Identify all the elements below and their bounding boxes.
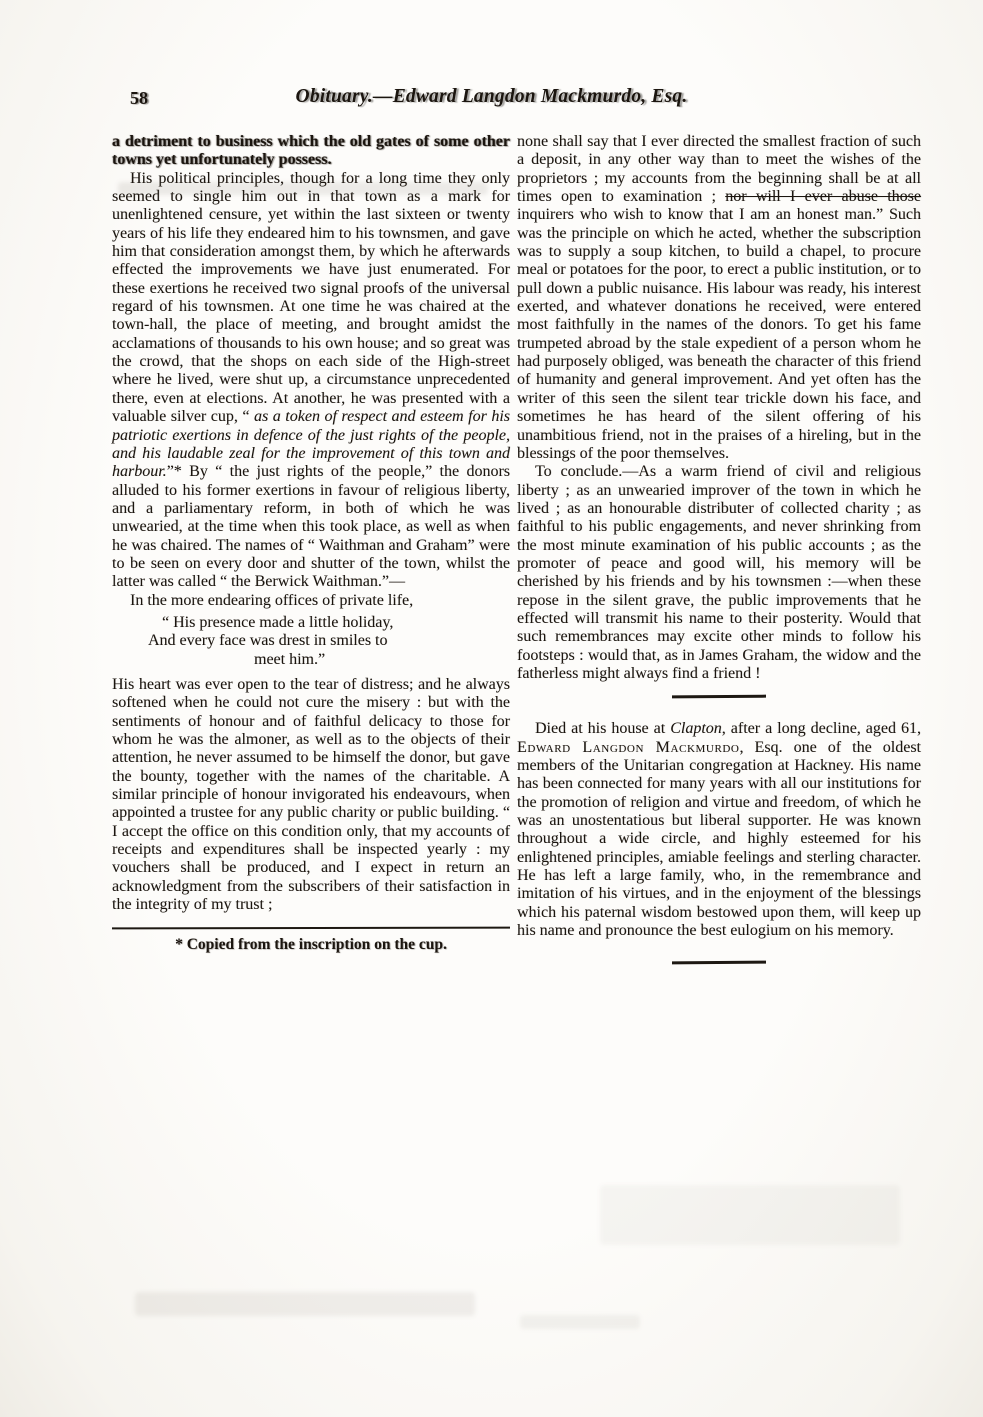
text-segment: a detriment to business which the old gates of some other towns yet unfortunately possess. [112,133,510,169]
page-header [0,86,983,116]
paragraph [112,676,510,914]
paragraph [517,463,921,683]
paragraph [517,720,921,940]
article-end-rule [672,961,766,965]
verse-line: “ His presence made a little holiday, [162,613,394,631]
ink-smudge [135,1292,475,1316]
ink-smudge [118,182,488,195]
text-segment: as a token of respect and esteem for his patriotic exertions in defence of the just rights of the people, and his laudable zeal for the improvement of this town and harbour. [112,408,510,481]
text-segment: Died at his house at [535,720,671,738]
ink-smudge [520,1315,640,1329]
page-number: 58 [130,88,148,108]
verse-line: And every face was drest in smiles to [148,632,388,650]
text-segment: ”* By “ the just rights of the people,” the donors alluded to his former exertions in favour of religious liberty, and a parliamentary reform, in both of which he was unwearied, at the time when this took place, as well as when he was chaired. The names of “ Waithman and Graham” were to be seen on every door and shutter of the town, whilst the latter was called “ the Berwick Waithman.”— [112,463,510,591]
ink-smudge [600,1185,900,1245]
footnote [112,936,510,954]
running-title: Obituary.—Edward Langdon Mackmurdo, Esq. [295,86,688,107]
text-segment: His political principles, though for a long time they only seemed to single him out in that town as a mark for unenlightened censure, yet within the last sixteen or twenty years of his life they endeared him to his townsmen, and gave him that consideration amongst them, by which he afterwards effected the improvements we have just enumerated. For these exertions he received two signal proofs of the universal regard of his townsmen. At one time he was chaired at the town-hall, the place of meeting, and brought amidst the acclamations of thousands to his own house; and so great was the crowd, that the shops on each side of the High-street where he lived, were shut up, a circumstance unprecedented there, even at elections. At another, he was presented with a valuable silver cup, “ [112,169,510,426]
verse-line: meet him.” [254,650,326,668]
text-segment: , Esq. one of the oldest members of the Unitarian congregation at Hackney. His name has been connected for many years with all our institutions for the promotion of religion and virtue and freedom, of which he was an unostentatious but liberal supporter. He was known throughout a wide circle, and highly esteemed for his enlightened principles, amiable feelings and sterling character. He has left a large family, who, in the remembrance and imitation of his virtues, and in the enjoyment of the blessings which his paternal wisdom bestowed upon them, will keep up his name and pronounce the best eulogium on his memory. [517,738,922,940]
paragraph [112,170,510,592]
text-segment: To conclude.—As a warm friend of civil and religious liberty ; as an unwearied improver of the town in which he lived ; as an honourable distributer of collected charity ; as faithful to his public engagements, and never shrinking from the most minute examination of his public accounts ; as the promoter of peace and good will, his memory will be cherished by his friends and by his townsmen :—when these repose in the silent grave, the public improvements that he effected will transmit his name to their posterity. Would that such remembrances may excite other minds to follow his footsteps : would that, as in James Graham, the widow and the fatherless might always find a friend ! [517,463,921,682]
text-segment: In the more endearing offices of private life, [130,591,414,609]
text-segment: , after a long decline, aged 61, [721,720,922,738]
column-right [517,133,921,964]
text-segment: His heart was ever open to the tear of distress; and he always softened when he could not cure the misery : but with the sentiments of honour and of faithful delicacy to those for whom he was the almoner, as well as to the objects of their attention, he never assumed to be himself the donor, but gave the bounty, together with the names of the charitable. A similar principle of honour invigorated his endeavours, when appointed a trustee for any public charity or public building. “ I accept the office on this condition only, that my accounts of receipts and expenditures shall be inspected yearly : my vouchers shall be produced, and I expect in return an acknowledgment from the subscribers of their satisfaction in the integrity of my trust ; [112,675,510,914]
text-segment: Clapton [670,720,722,738]
paragraph [517,133,921,463]
text-segment: none shall say that I ever directed the smallest fraction of such a deposit, in any other way than to meet the wishes of the proprietors ; my accounts from the beginning shall be at all times open to examination ; [517,133,921,206]
footnote-text: * Copied from the inscription on the cup. [175,936,447,954]
text-segment: inquirers who wish to know that I am an honest man.” Such was the principle on which he acted, whether the subscription was to supply a soup kitchen, to build a chapel, to procure meal or potatoes for the poor, to erect a public institution, or to pull down a public nuisance. His labour was ready, his interest exerted, and whatever donations he received, were entered most faithfully in the names of the donors. To get his fame trumpeted abroad by the stale expedient of a person whom he had purposely obliged, was beneath the character of this friend of humanity and general improvement. And yet often has the writer of this seen the silent tear trickle down his face, and sometimes he has heard of the silent offering of his unambitious friend, not in the praises of a hireling, but in the blessings of the poor themselves. [517,206,921,462]
column-left [112,133,510,955]
text-segment: Edward Langdon Mackmurdo [517,738,740,756]
verse-quote [112,614,510,669]
footnote-rule [112,927,510,930]
paragraph [112,133,510,170]
paragraph [112,592,510,610]
text-segment: nor will I ever abuse those [725,188,921,206]
section-divider-rule [672,695,766,699]
